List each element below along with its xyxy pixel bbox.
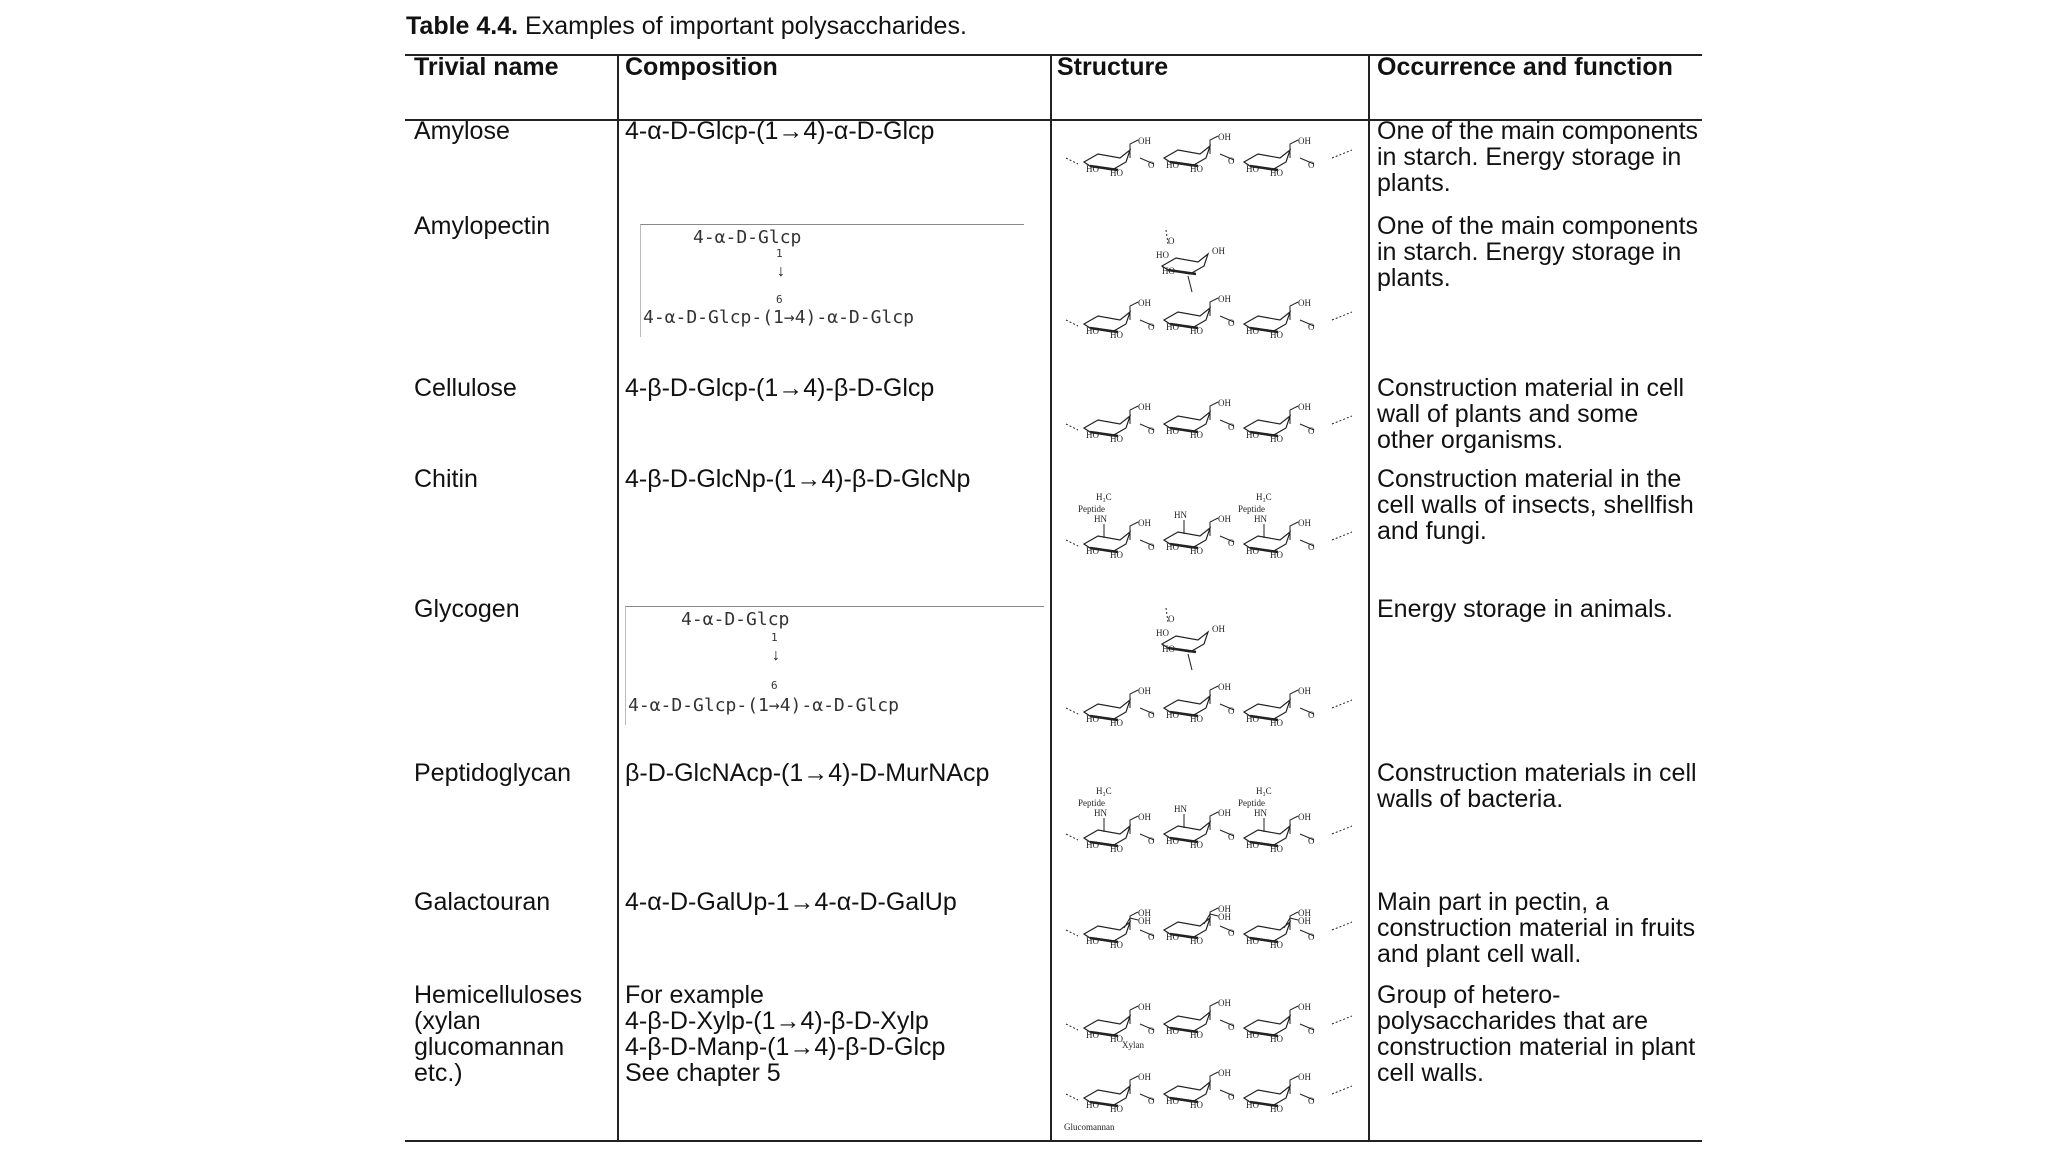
row-composition: β-D-GlcNAcp-(1→4)-D-MurNAcp bbox=[625, 759, 990, 787]
branch-top: 4-α-D-Glcp bbox=[693, 227, 802, 248]
svg-text:HO: HO bbox=[1166, 1026, 1179, 1036]
svg-text:HO: HO bbox=[1246, 840, 1259, 850]
svg-text:OH: OH bbox=[1298, 1002, 1311, 1012]
svg-text:O: O bbox=[1308, 836, 1315, 846]
svg-text:HO: HO bbox=[1110, 168, 1123, 178]
svg-text:O: O bbox=[1148, 542, 1155, 552]
svg-text:OH: OH bbox=[1298, 136, 1311, 146]
svg-text:OH: OH bbox=[1218, 132, 1231, 142]
svg-text:O: O bbox=[1228, 832, 1235, 842]
row-composition: 4-β-D-Glcp-(1→4)-β-D-Glcp bbox=[625, 374, 935, 402]
xylan-label: Xylan bbox=[1122, 1040, 1144, 1050]
svg-text:HO: HO bbox=[1110, 550, 1123, 560]
composition-line: For example bbox=[625, 981, 764, 1009]
svg-text:HO: HO bbox=[1110, 330, 1123, 340]
svg-text:HO: HO bbox=[1086, 714, 1099, 724]
svg-text:HO: HO bbox=[1270, 434, 1283, 444]
svg-text:OH: OH bbox=[1138, 916, 1151, 926]
svg-text:O: O bbox=[1228, 156, 1235, 166]
column-divider bbox=[1368, 55, 1370, 1141]
row-occurrence: Construction material in cell wall of plants and some other organisms. bbox=[1377, 374, 1685, 454]
svg-text:HO: HO bbox=[1190, 546, 1203, 556]
svg-text:O: O bbox=[1148, 1026, 1155, 1036]
row-name: Peptidoglycan bbox=[414, 759, 572, 787]
svg-text:O: O bbox=[1308, 1026, 1315, 1036]
caption-text: Examples of important polysaccharides. bbox=[518, 12, 967, 40]
row-occurrence: Group of hetero-polysaccharides that are construction material in plant cell walls. bbox=[1377, 981, 1696, 1087]
caption-label: Table 4.4. bbox=[406, 12, 519, 40]
svg-text:HO: HO bbox=[1086, 936, 1099, 946]
down-arrow-icon: ↓ bbox=[772, 647, 780, 664]
branch-diagram bbox=[640, 224, 1024, 337]
header-trivial-name: Trivial name bbox=[414, 53, 559, 81]
svg-text:HO: HO bbox=[1166, 1096, 1179, 1106]
svg-text:O: O bbox=[1168, 614, 1175, 624]
svg-text:H₃C: H₃C bbox=[1096, 786, 1112, 796]
svg-text:HO: HO bbox=[1166, 542, 1179, 552]
svg-text:OH: OH bbox=[1218, 294, 1231, 304]
svg-text:HO: HO bbox=[1270, 718, 1283, 728]
svg-text:HO: HO bbox=[1190, 326, 1203, 336]
branch-six: 6 bbox=[776, 293, 783, 306]
svg-text:OH: OH bbox=[1218, 1068, 1231, 1078]
svg-text:O: O bbox=[1308, 1096, 1315, 1106]
svg-text:H₃C: H₃C bbox=[1096, 492, 1112, 502]
svg-text:O: O bbox=[1168, 236, 1175, 246]
svg-text:HO: HO bbox=[1190, 840, 1203, 850]
svg-text:HO: HO bbox=[1246, 1100, 1259, 1110]
svg-text:O: O bbox=[1148, 836, 1155, 846]
branch-six: 6 bbox=[771, 679, 778, 692]
svg-text:HO: HO bbox=[1110, 1034, 1123, 1044]
row-name: Hemicelluloses (xylan glucomannan etc.) bbox=[414, 981, 583, 1087]
svg-text:HO: HO bbox=[1190, 430, 1203, 440]
svg-text:HO: HO bbox=[1246, 936, 1259, 946]
svg-text:OH: OH bbox=[1298, 518, 1311, 528]
svg-text:HO: HO bbox=[1110, 434, 1123, 444]
chitin-structure bbox=[1062, 476, 1362, 586]
svg-text:OH: OH bbox=[1298, 908, 1311, 918]
svg-text:HO: HO bbox=[1246, 546, 1259, 556]
svg-text:HO: HO bbox=[1156, 250, 1169, 260]
svg-text:HO: HO bbox=[1110, 1104, 1123, 1114]
svg-text:OH: OH bbox=[1298, 402, 1311, 412]
svg-text:Peptide: Peptide bbox=[1238, 504, 1265, 514]
svg-text:HO: HO bbox=[1246, 164, 1259, 174]
svg-text:HO: HO bbox=[1246, 326, 1259, 336]
svg-text:O: O bbox=[1228, 538, 1235, 548]
svg-text:HO: HO bbox=[1086, 840, 1099, 850]
svg-text:O: O bbox=[1228, 422, 1235, 432]
row-occurrence: Construction materials in cell walls of bacteria. bbox=[1377, 759, 1697, 813]
svg-text:HO: HO bbox=[1156, 628, 1169, 638]
row-name: Cellulose bbox=[414, 374, 517, 402]
row-occurrence: Energy storage in animals. bbox=[1377, 595, 1673, 623]
svg-text:HO: HO bbox=[1086, 546, 1099, 556]
svg-text:OH: OH bbox=[1218, 398, 1231, 408]
row-occurrence: One of the main components in starch. Energy storage in plants. bbox=[1377, 212, 1699, 292]
svg-text:O: O bbox=[1148, 426, 1155, 436]
row-occurrence: Main part in pectin, a construction material in fruits and plant cell wall. bbox=[1377, 888, 1696, 968]
svg-text:OH: OH bbox=[1218, 682, 1231, 692]
svg-text:HO: HO bbox=[1166, 710, 1179, 720]
composition-line: 4-β-D-Xylp-(1→4)-β-D-Xylp bbox=[625, 1007, 929, 1035]
svg-text:HO: HO bbox=[1086, 430, 1099, 440]
svg-text:O: O bbox=[1148, 710, 1155, 720]
svg-text:O: O bbox=[1308, 932, 1315, 942]
svg-text:HO: HO bbox=[1270, 168, 1283, 178]
svg-text:HO: HO bbox=[1110, 718, 1123, 728]
svg-text:HO: HO bbox=[1166, 160, 1179, 170]
svg-text:O: O bbox=[1308, 710, 1315, 720]
svg-text:HO: HO bbox=[1086, 326, 1099, 336]
svg-text:HO: HO bbox=[1270, 1104, 1283, 1114]
svg-text:O: O bbox=[1228, 706, 1235, 716]
svg-text:HO: HO bbox=[1086, 1030, 1099, 1040]
row-composition-lines bbox=[625, 982, 1045, 1086]
svg-text:HO: HO bbox=[1110, 940, 1123, 950]
svg-text:HO: HO bbox=[1162, 266, 1175, 276]
svg-text:OH: OH bbox=[1138, 298, 1151, 308]
svg-text:O: O bbox=[1228, 928, 1235, 938]
svg-text:OH: OH bbox=[1218, 808, 1231, 818]
composition-line: 4-β-D-Manp-(1→4)-β-D-Glcp bbox=[625, 1033, 946, 1061]
svg-text:HN: HN bbox=[1174, 510, 1187, 520]
svg-text:O: O bbox=[1148, 932, 1155, 942]
svg-text:O: O bbox=[1308, 426, 1315, 436]
branch-one: 1 bbox=[776, 247, 783, 260]
svg-text:HN: HN bbox=[1174, 804, 1187, 814]
svg-text:OH: OH bbox=[1298, 1072, 1311, 1082]
svg-text:OH: OH bbox=[1218, 912, 1231, 922]
svg-text:HO: HO bbox=[1086, 164, 1099, 174]
svg-text:HO: HO bbox=[1190, 1100, 1203, 1110]
svg-text:HO: HO bbox=[1246, 430, 1259, 440]
svg-text:HO: HO bbox=[1270, 330, 1283, 340]
svg-text:HO: HO bbox=[1190, 714, 1203, 724]
column-divider bbox=[1050, 55, 1052, 1141]
row-occurrence: Construction material in the cell walls of insects, shellfish and fungi. bbox=[1377, 465, 1694, 545]
svg-text:HO: HO bbox=[1246, 1030, 1259, 1040]
bottom-rule bbox=[405, 1140, 1702, 1142]
svg-text:OH: OH bbox=[1218, 514, 1231, 524]
svg-text:OH: OH bbox=[1212, 246, 1225, 256]
svg-text:OH: OH bbox=[1298, 298, 1311, 308]
svg-text:HN: HN bbox=[1094, 514, 1107, 524]
composition-line: See chapter 5 bbox=[625, 1059, 781, 1087]
row-name: Chitin bbox=[414, 465, 478, 493]
svg-text:O: O bbox=[1308, 160, 1315, 170]
svg-text:HO: HO bbox=[1270, 1034, 1283, 1044]
svg-text:OH: OH bbox=[1298, 686, 1311, 696]
svg-text:HN: HN bbox=[1254, 514, 1267, 524]
row-occurrence: One of the main components in starch. Energy storage in plants. bbox=[1377, 117, 1699, 197]
svg-text:HO: HO bbox=[1190, 164, 1203, 174]
svg-text:O: O bbox=[1308, 322, 1315, 332]
svg-text:O: O bbox=[1148, 160, 1155, 170]
branch-bottom: 4-α-D-Glcp-(1→4)-α-D-Glcp bbox=[628, 695, 899, 716]
svg-text:OH: OH bbox=[1218, 998, 1231, 1008]
svg-text:OH: OH bbox=[1138, 518, 1151, 528]
header-structure: Structure bbox=[1057, 53, 1169, 81]
branch-one: 1 bbox=[771, 631, 778, 644]
svg-text:OH: OH bbox=[1138, 1072, 1151, 1082]
svg-text:OH: OH bbox=[1218, 904, 1231, 914]
header-occurrence: Occurrence and function bbox=[1377, 53, 1673, 81]
svg-text:H₃C: H₃C bbox=[1256, 492, 1272, 502]
svg-text:HO: HO bbox=[1162, 644, 1175, 654]
svg-text:HN: HN bbox=[1094, 808, 1107, 818]
svg-text:OH: OH bbox=[1138, 686, 1151, 696]
branch-top: 4-α-D-Glcp bbox=[681, 609, 790, 630]
svg-text:HO: HO bbox=[1270, 940, 1283, 950]
down-arrow-icon: ↓ bbox=[777, 263, 785, 280]
svg-text:HO: HO bbox=[1110, 844, 1123, 854]
branch-bottom: 4-α-D-Glcp-(1→4)-α-D-Glcp bbox=[643, 307, 914, 328]
glycogen-structure bbox=[1062, 606, 1362, 751]
peptidoglycan-structure bbox=[1062, 770, 1362, 880]
svg-text:OH: OH bbox=[1138, 1002, 1151, 1012]
header-composition: Composition bbox=[625, 53, 778, 81]
svg-text:HN: HN bbox=[1254, 808, 1267, 818]
svg-text:HO: HO bbox=[1086, 1100, 1099, 1110]
row-name: Glycogen bbox=[414, 595, 520, 623]
svg-text:HO: HO bbox=[1190, 936, 1203, 946]
row-name: Amylopectin bbox=[414, 212, 551, 240]
svg-text:Peptide: Peptide bbox=[1238, 798, 1265, 808]
svg-text:HO: HO bbox=[1166, 322, 1179, 332]
svg-text:H₃C: H₃C bbox=[1256, 786, 1272, 796]
svg-text:OH: OH bbox=[1298, 916, 1311, 926]
svg-text:HO: HO bbox=[1246, 714, 1259, 724]
svg-text:OH: OH bbox=[1298, 812, 1311, 822]
row-name: Galactouran bbox=[414, 888, 551, 916]
svg-text:O: O bbox=[1228, 1022, 1235, 1032]
galactouran-structure bbox=[1062, 896, 1362, 976]
hemicellulose-structure bbox=[1062, 990, 1362, 1135]
svg-text:Peptide: Peptide bbox=[1078, 798, 1105, 808]
svg-text:HO: HO bbox=[1270, 550, 1283, 560]
svg-text:HO: HO bbox=[1166, 836, 1179, 846]
row-composition: 4-α-D-GalUp-1→4-α-D-GalUp bbox=[625, 888, 957, 916]
svg-text:OH: OH bbox=[1138, 136, 1151, 146]
svg-text:OH: OH bbox=[1138, 908, 1151, 918]
svg-text:O: O bbox=[1148, 322, 1155, 332]
svg-text:HO: HO bbox=[1270, 844, 1283, 854]
amylopectin-structure bbox=[1062, 228, 1362, 363]
svg-text:OH: OH bbox=[1212, 624, 1225, 634]
glucomannan-label: Glucomannan bbox=[1064, 1122, 1115, 1132]
table-caption bbox=[406, 12, 967, 41]
column-divider bbox=[617, 55, 619, 1141]
svg-text:HO: HO bbox=[1190, 1030, 1203, 1040]
svg-text:O: O bbox=[1228, 318, 1235, 328]
svg-text:Peptide: Peptide bbox=[1078, 504, 1105, 514]
svg-text:O: O bbox=[1148, 1096, 1155, 1106]
row-name: Amylose bbox=[414, 117, 510, 145]
svg-text:OH: OH bbox=[1138, 812, 1151, 822]
svg-text:O: O bbox=[1308, 542, 1315, 552]
row-composition: 4-β-D-GlcNp-(1→4)-β-D-GlcNp bbox=[625, 465, 971, 493]
cellulose-structure bbox=[1062, 390, 1362, 462]
svg-text:OH: OH bbox=[1138, 402, 1151, 412]
svg-text:O: O bbox=[1228, 1092, 1235, 1102]
svg-text:HO: HO bbox=[1166, 932, 1179, 942]
svg-text:HO: HO bbox=[1166, 426, 1179, 436]
row-composition: 4-α-D-Glcp-(1→4)-α-D-Glcp bbox=[625, 117, 935, 145]
amylose-structure bbox=[1062, 124, 1362, 196]
branch-diagram bbox=[625, 606, 1044, 725]
